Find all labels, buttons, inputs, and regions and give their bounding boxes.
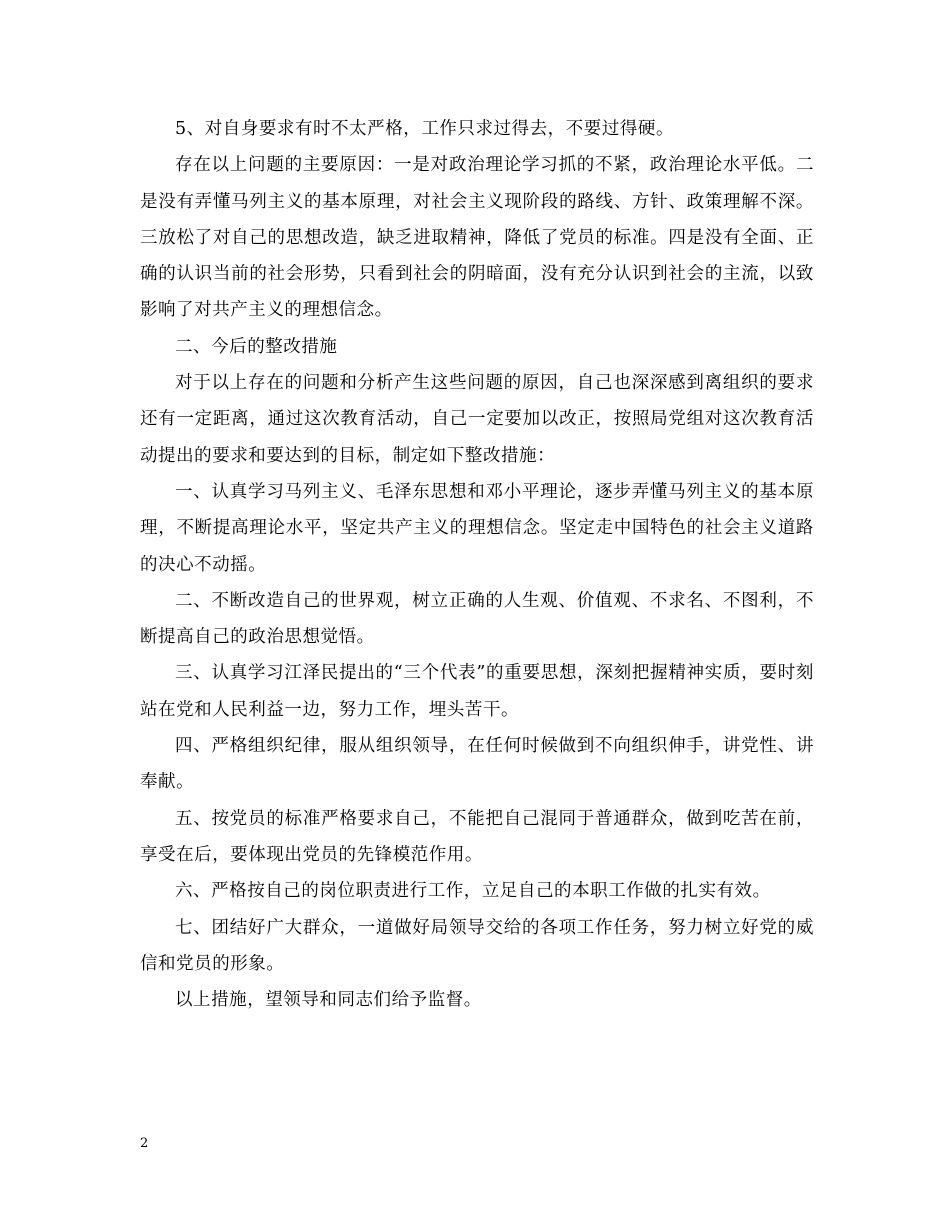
- paragraph-measure-5: 五、按党员的标准严格要求自己，不能把自己混同于普通群众，做到吃苦在前，享受在后，要体现出党员的先锋模范作用。: [140, 808, 814, 865]
- paragraph-measure-7: 七、团结好广大群众，一道做好局领导交给的各项工作任务，努力树立好党的威信和党员的形象。: [140, 917, 814, 974]
- paragraph-measure-2: 二、不断改造自己的世界观，树立正确的人生观、价值观、不求名、不图利，不断提高自己的政治思想觉悟。: [140, 590, 814, 648]
- paragraph-measure-6: 六、严格按自己的岗位职责进行工作，立足自己的本职工作做的扎实有效。: [175, 881, 771, 902]
- paragraph-main-causes: 存在以上问题的主要原因：一是对政治理论学习抓的不紧，政治理论水平低。二是没有弄懂马列主义的基本原理，对社会主义现阶段的路线、方针、政策理解不深。三放松了对自己的思想改造，缺乏进取精神，降低了党员的标准。四是没有全面、正确的认识当前的社会形势，只看到社会的阴暗面，没有充分认识到社会的主流，以致影响了对共产主义的理想信念。: [140, 155, 814, 321]
- paragraph-closing: 以上措施，望领导和同志们给予监督。: [175, 990, 482, 1011]
- section-heading-rectification: 二、今后的整改措施: [175, 336, 338, 357]
- paragraph-measure-3: 三、认真学习江泽民提出的“三个代表”的重要思想，深刻把握精神实质，要时刻站在党和人民利益一边，努力工作，埋头苦干。: [140, 663, 814, 720]
- page-number: 2: [140, 1136, 149, 1151]
- paragraph-self-requirement: 5、对自身要求有时不太严格，工作只求过得去，不要过得硬。: [175, 119, 675, 139]
- paragraph-rectification-intro: 对于以上存在的问题和分析产生这些问题的原因，自己也深深感到离组织的要求还有一定距离，通过这次教育活动，自己一定要加以改正，按照局党组对这次教育活动提出的要求和要达到的目标，制定如下整改措施：: [140, 373, 814, 466]
- document-body: [140, 111, 814, 1018]
- paragraph-measure-4: 四、严格组织纪律，服从组织领导，在任何时候做到不向组织伸手，讲党性、讲奉献。: [140, 736, 814, 793]
- paragraph-measure-1: 一、认真学习马列主义、毛泽东思想和邓小平理论，逐步弄懂马列主义的基本原理，不断提高理论水平，坚定共产主义的理想信念。坚定走中国特色的社会主义道路的决心不动摇。: [140, 481, 814, 575]
